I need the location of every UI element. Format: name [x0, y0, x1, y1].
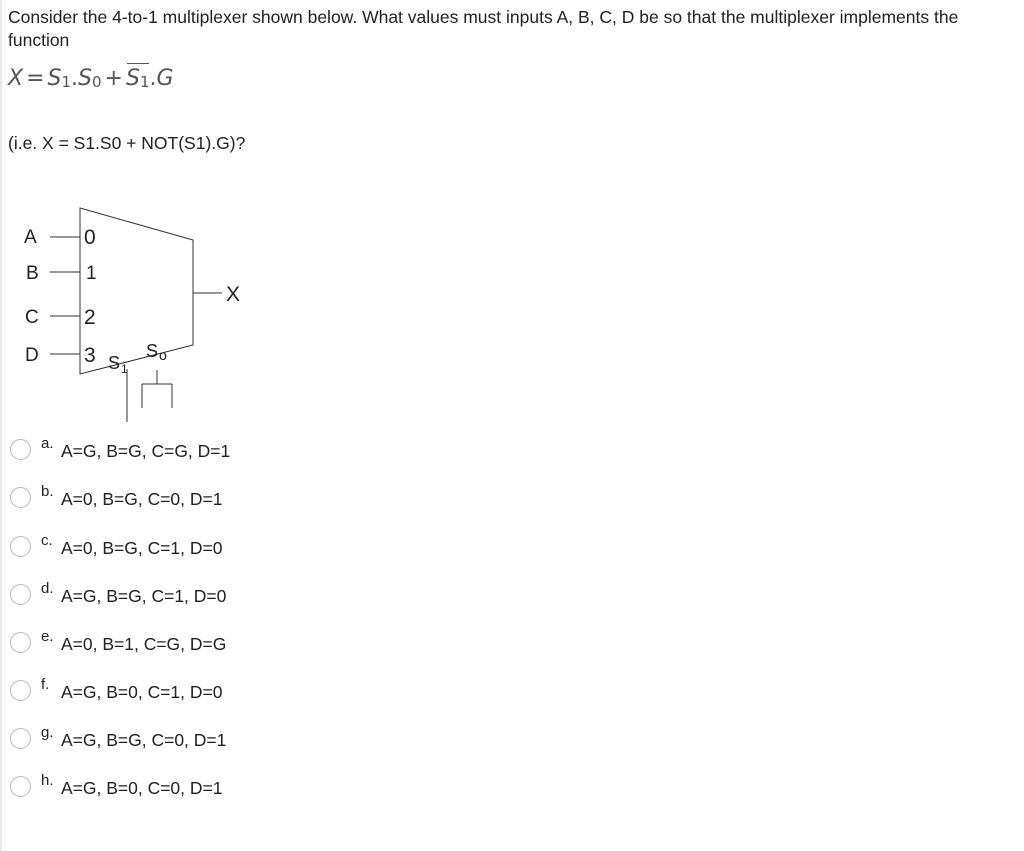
- formula-s1-sub: 1: [61, 73, 72, 91]
- formula: [8, 66, 174, 100]
- radio-f[interactable]: [10, 680, 31, 701]
- formula-s1-bar: S: [125, 66, 140, 91]
- mux-in-1: 1: [86, 263, 97, 284]
- formula-s0-sub: 0: [92, 73, 102, 91]
- radio-c[interactable]: [10, 536, 31, 557]
- formula-s1-bar-sub: 1: [139, 73, 150, 91]
- mux-input-c: C: [25, 307, 39, 328]
- formula-g: G: [156, 66, 174, 91]
- formula-x: X: [8, 66, 24, 91]
- option-letter: g.: [41, 723, 54, 741]
- option-letter: a.: [41, 434, 54, 452]
- option-letter: f.: [41, 675, 50, 693]
- mux-select-s1: S: [108, 353, 121, 373]
- option-text: A=0, B=G, C=0, D=1: [61, 488, 223, 509]
- option-letter: e.: [41, 627, 54, 645]
- option-b[interactable]: [10, 480, 410, 514]
- radio-g[interactable]: [10, 728, 31, 749]
- option-text: A=0, B=1, C=G, D=G: [61, 633, 227, 654]
- option-c[interactable]: [10, 529, 410, 563]
- radio-b[interactable]: [10, 487, 31, 508]
- formula-s0: S: [78, 66, 92, 91]
- mux-input-a: A: [24, 227, 37, 248]
- option-h[interactable]: [10, 769, 410, 803]
- formula-s1: S: [47, 66, 62, 91]
- mux-in-0: 0: [84, 226, 96, 249]
- option-letter: c.: [41, 531, 53, 549]
- formula-not-s1: [126, 66, 150, 91]
- option-text: A=G, B=G, C=0, D=1: [61, 729, 227, 750]
- question-text: Consider the 4-to-1 multiplexer shown below. What values must inputs A, B, C, D be so that the multiplexer implements the function: [8, 7, 959, 50]
- mux-select-s0: S: [146, 341, 159, 361]
- mux-input-d: D: [25, 345, 39, 366]
- formula-dot-2: .: [149, 66, 157, 91]
- formula-plus: +: [104, 66, 123, 91]
- option-d[interactable]: [10, 577, 410, 611]
- mux-diagram: [0, 200, 300, 430]
- mux-in-2: 2: [84, 306, 96, 329]
- mux-input-b: B: [26, 263, 39, 284]
- option-letter: b.: [41, 482, 54, 500]
- radio-d[interactable]: [10, 584, 31, 605]
- option-text: A=0, B=G, C=1, D=0: [61, 537, 223, 558]
- formula-dot: .: [71, 66, 79, 91]
- mux-body: [80, 208, 193, 374]
- option-letter: d.: [41, 579, 54, 597]
- radio-h[interactable]: [10, 776, 31, 797]
- mux-output-x: X: [226, 283, 241, 306]
- plain-formula-text: (i.e. X = S1.S0 + NOT(S1).G)?: [8, 133, 246, 153]
- option-letter: h.: [41, 771, 54, 789]
- mux-in-3: 3: [84, 344, 96, 367]
- radio-a[interactable]: [10, 439, 31, 460]
- mux-select-s1-sub: 1: [121, 362, 128, 376]
- option-g[interactable]: [10, 721, 410, 755]
- mux-select-s0-sub: o: [159, 347, 167, 363]
- option-text: A=G, B=0, C=1, D=0: [61, 681, 223, 702]
- option-text: A=G, B=0, C=0, D=1: [61, 777, 223, 798]
- radio-e[interactable]: [10, 632, 31, 653]
- option-a[interactable]: [10, 432, 410, 466]
- option-text: A=G, B=G, C=1, D=0: [61, 585, 227, 606]
- option-f[interactable]: [10, 673, 410, 707]
- option-e[interactable]: [10, 625, 410, 659]
- formula-equals: =: [26, 66, 45, 91]
- option-text: A=G, B=G, C=G, D=1: [61, 440, 231, 461]
